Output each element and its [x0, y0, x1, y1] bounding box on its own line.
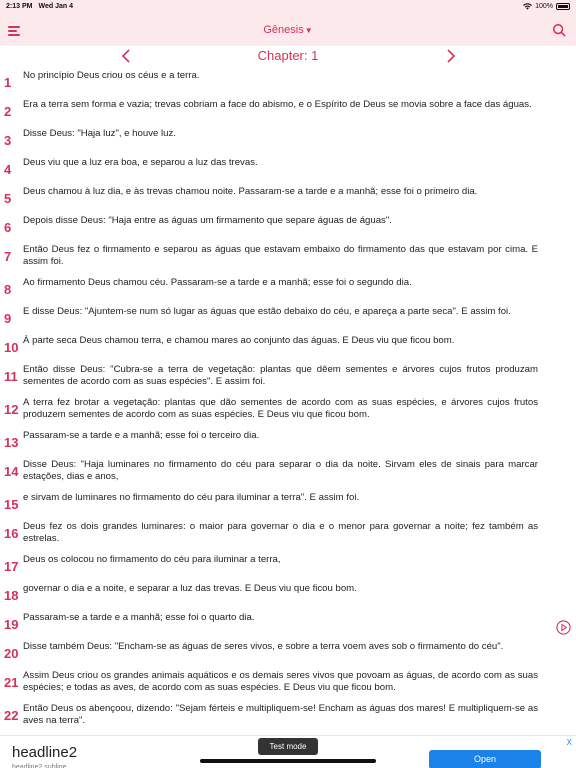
verse-text: Disse também Deus: "Encham-se as águas de seres vivos, e sobre a terra voem aves sob o firmamento do céu". [23, 641, 504, 652]
verse-text: E disse Deus: "Ajuntem-se num só lugar as águas que estão debaixo do céu, e apareça a parte seca". E assim foi. [23, 306, 511, 317]
verse-number: 16 [4, 526, 19, 541]
verse-text: A terra fez brotar a vegetação: plantas que dão sementes de acordo com as suas espécies, e árvores cujos frutos produzem sementes de acordo com as suas espécies. E Deus viu que ficou bom. [23, 397, 538, 420]
verse-text: No princípio Deus criou os céus e a terra. [23, 70, 200, 81]
verse-text: Era a terra sem forma e vazia; trevas cobriam a face do abismo, e o Espírito de Deus se movia sobre a face das águas. [23, 99, 532, 110]
verse-row[interactable] [0, 215, 576, 235]
verse-number: 3 [4, 133, 12, 148]
verse-row[interactable] [0, 670, 576, 694]
verse-number: 2 [4, 104, 12, 119]
book-selector[interactable] [0, 24, 576, 36]
ad-banner[interactable] [0, 735, 576, 768]
verse-text: Deus viu que a luz era boa, e separou a luz das trevas. [23, 157, 258, 168]
verse-text: governar o dia e a noite, e separar a luz das trevas. E Deus viu que ficou bom. [23, 583, 357, 594]
ad-close-icon[interactable]: X [566, 738, 572, 747]
verse-text: Ao firmamento Deus chamou céu. Passaram-se a tarde e a manhã; esse foi o segundo dia. [23, 277, 412, 288]
verse-row[interactable] [0, 430, 576, 450]
verse-row[interactable] [0, 521, 576, 545]
verse-number: 6 [4, 220, 12, 235]
verse-text: Disse Deus: "Haja luminares no firmamento do céu para separar o dia da noite. Sirvam eles de sinais para marcar estações, dias e anos, [23, 459, 538, 482]
verse-row[interactable] [0, 554, 576, 574]
search-icon[interactable] [552, 23, 566, 37]
verse-number: 18 [4, 588, 19, 603]
verse-number: 4 [4, 162, 12, 177]
verse-text: Assim Deus criou os grandes animais aquáticos e os demais seres vivos que povoam as águas, de acordo com as suas espécies; e todas as aves, de acordo com as suas espécies. E Deus viu que ficou bom. [23, 670, 538, 693]
verse-text: Deus fez os dois grandes luminares: o maior para governar o dia e o menor para governar a noite; fez também as estrelas. [23, 521, 538, 544]
verse-number: 22 [4, 708, 19, 723]
verse-row[interactable] [0, 492, 576, 512]
chapter-title: Chapter: 1 [257, 48, 319, 63]
verse-text: Deus chamou à luz dia, e às trevas chamou noite. Passaram-se a tarde e a manhã; esse foi o primeiro dia. [23, 186, 478, 197]
verse-text: Passaram-se a tarde e a manhã; esse foi o terceiro dia. [23, 430, 260, 441]
verse-row[interactable] [0, 364, 576, 388]
verse-number: 21 [4, 675, 19, 690]
verse-number: 19 [4, 617, 19, 632]
verse-number: 15 [4, 497, 19, 512]
ad-headline: headline2 [12, 744, 78, 761]
verse-row[interactable] [0, 612, 576, 632]
status-bar [0, 0, 576, 14]
verse-number: 12 [4, 402, 19, 417]
verse-text: Então Deus fez o firmamento e separou as águas que estavam embaixo do firmamento das que estavam por cima. E assim foi. [23, 244, 538, 267]
verse-row[interactable] [0, 335, 576, 355]
verse-text: Deus os colocou no firmamento do céu para iluminar a terra, [23, 554, 281, 565]
verse-list [0, 70, 576, 736]
caret-down-icon: ▼ [304, 26, 313, 35]
verse-row[interactable] [0, 703, 576, 727]
status-time: 2:13 PM [6, 3, 33, 10]
verse-text: Disse Deus: "Haja luz", e houve luz. [23, 128, 176, 139]
verse-row[interactable] [0, 244, 576, 268]
verse-row[interactable] [0, 459, 576, 483]
wifi-icon [523, 3, 532, 10]
battery-percent: 100% [535, 3, 553, 10]
verse-number: 9 [4, 311, 12, 326]
verse-number: 5 [4, 191, 12, 206]
verse-text: Então Deus os abençoou, dizendo: "Sejam férteis e multipliquem-se! Encham as águas dos mares! E multipliquem-se as aves na terra". [23, 703, 538, 726]
verse-number: 17 [4, 559, 19, 574]
verse-row[interactable] [0, 157, 576, 177]
verse-number: 7 [4, 249, 12, 264]
verse-number: 13 [4, 435, 19, 450]
book-title: Gênesis [263, 24, 304, 36]
verse-row[interactable] [0, 641, 576, 661]
chapter-navigation [0, 46, 576, 68]
battery-icon [556, 3, 570, 10]
verse-number: 10 [4, 340, 19, 355]
verse-row[interactable] [0, 186, 576, 206]
play-icon[interactable] [556, 620, 571, 635]
chevron-right-icon[interactable] [445, 48, 457, 64]
verse-row[interactable] [0, 128, 576, 148]
verse-number: 8 [4, 282, 12, 297]
verse-row[interactable] [0, 397, 576, 421]
ad-subline: headline2 subline [12, 764, 67, 768]
home-indicator [200, 759, 376, 763]
verse-row[interactable] [0, 306, 576, 326]
verse-text: Passaram-se a tarde e a manhã; esse foi o quarto dia. [23, 612, 255, 623]
verse-number: 11 [4, 369, 18, 384]
verse-row[interactable] [0, 99, 576, 119]
status-date: Wed Jan 4 [38, 3, 73, 10]
verse-number: 20 [4, 646, 19, 661]
verse-text: e sirvam de luminares no firmamento do céu para iluminar a terra". E assim foi. [23, 492, 360, 503]
top-navigation-bar [0, 14, 576, 46]
ad-open-button[interactable]: Open [429, 750, 541, 768]
test-mode-badge: Test mode [258, 738, 318, 755]
verse-row[interactable] [0, 583, 576, 603]
verse-text: Então disse Deus: "Cubra-se a terra de vegetação: plantas que dêem sementes e árvores cujos frutos produzam sementes de acordo com as suas espécies". E assim foi. [23, 364, 538, 387]
verse-row[interactable] [0, 70, 576, 90]
verse-row[interactable] [0, 277, 576, 297]
verse-number: 1 [4, 75, 12, 90]
verse-text: À parte seca Deus chamou terra, e chamou mares ao conjunto das águas. E Deus viu que ficou bom. [23, 335, 455, 346]
verse-text: Depois disse Deus: "Haja entre as águas um firmamento que separe águas de águas". [23, 215, 392, 226]
verse-number: 14 [4, 464, 19, 479]
